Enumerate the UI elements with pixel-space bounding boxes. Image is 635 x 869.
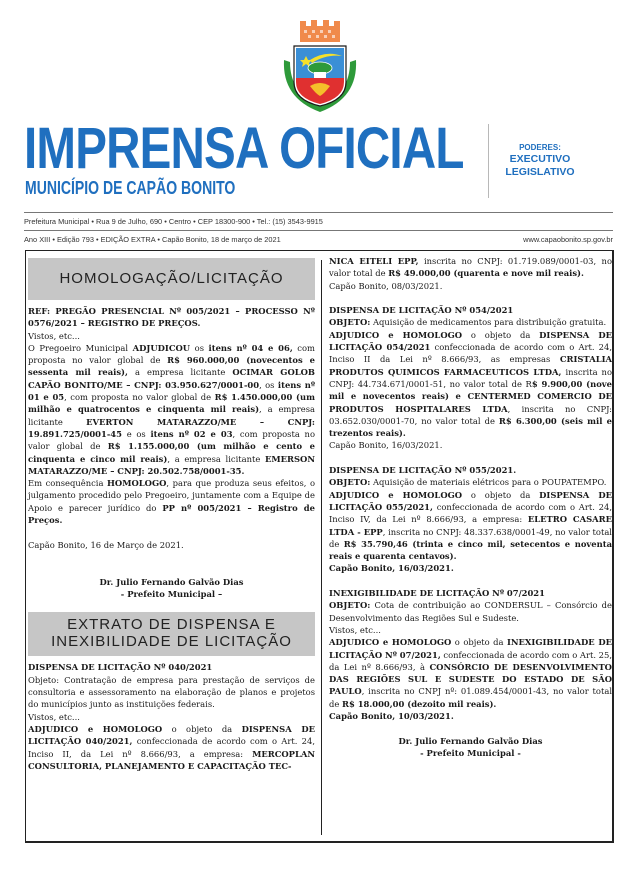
address-line: Prefeitura Municipal • Rua 9 de Julho, 690 • Centro • CEP 18300-900 • Tel.: (15) 3543-9915 <box>24 217 323 226</box>
ref-line: REF: PREGÃO PRESENCIAL Nº 005/2021 – PROCESSO Nº 0576/2021 – REGISTRO DE PREÇOS. <box>28 306 315 329</box>
inexigibilidade-07-objeto: OBJETO: Cota de contribuição ao CONDERSUL – Consórcio de Desenvolvimento das Regiões Sul e Sudeste. <box>329 600 612 623</box>
poderes-label: PODERES: <box>519 143 561 152</box>
dispensa-055-date: Capão Bonito, 16/03/2021. <box>329 563 454 574</box>
dispensa-054-title: DISPENSA DE LICITAÇÃO Nº 054/2021 <box>329 305 514 316</box>
dispensa-040-title: DISPENSA DE LICITAÇÃO Nº 040/2021 <box>28 662 213 673</box>
poder-legislativo: LEGISLATIVO <box>505 166 575 178</box>
dispensa-055-title: DISPENSA DE LICITAÇÃO Nº 055/2021. <box>329 465 517 476</box>
municipal-coat-of-arms-logo <box>276 20 364 120</box>
vistos-text: Vistos, etc... <box>28 330 80 341</box>
masthead-subtitle: MUNICÍPIO DE CAPÃO BONITO <box>25 178 236 198</box>
homologo-paragraph: Em consequência HOMOLOGO, para que produza seus efeitos, o julgamento procedido pelo Pregoeiro, juntamente com a Equipe de Apoio e parecer jurídico do PP nº 005/2021 – Registro de Preços. <box>28 478 316 526</box>
section-banner-extrato: EXTRATO DE DISPENSA E INEXIBILIDADE DE LICITAÇÃO <box>28 612 315 656</box>
poder-executivo: EXECUTIVO <box>509 153 571 165</box>
dispensa-040-objeto: Objeto: Contratação de empresa para prestação de serviços de consultoria e assessoramento na elaboração de planos e projetos do municípios junto as instituições federais. <box>28 674 315 710</box>
edition-line: Ano XIII • Edição 793 • EDIÇÃO EXTRA • Capão Bonito, 18 de março de 2021 <box>24 235 281 244</box>
dispensa-055-objeto: OBJETO: Aquisição de materiais elétricos para o POUPATEMPO. <box>329 477 607 488</box>
signature-role: - Prefeito Municipal – <box>120 588 223 599</box>
poderes-block <box>500 143 580 179</box>
dispensa-040-paragraph: ADJUDICO e HOMOLOGO o objeto da DISPENSA DE LICITAÇÃO 040/2021, confeccionada de acordo com o Art. 24, Inciso II, da Lei nº 8.666/93, a empresa: MERCOPLAN CONSULTORIA, PLANEJAMENTO E CAPACITAÇÃO TEC- <box>28 723 315 771</box>
column-divider <box>321 260 322 835</box>
inexigibilidade-07-title: INEXIGIBILIDADE DE LICITAÇÃO Nº 07/2021 <box>329 588 545 599</box>
left-column <box>28 255 315 772</box>
adjudicacao-paragraph: O Pregoeiro Municipal ADJUDICOU os itens nº 04 e 06, com proposta no valor global de R$ 960.000,00 (novecentos e sessenta mil reais), a empresa licitante OCIMAR GOLOB CAPÃO BONITO/ME – CNPJ: 03.950.627/0001-00, os itens nº 01 e 05, com proposta no valor global de R$ 1.450.000,00 (um milhão e quatrocentos e cinquenta mil reais), a empresa licitante EVERTON MATARAZZO/ME – CNPJ: 19.891.725/0001-45 e os itens nº 02 e 03, com proposta no valor global de R$ 1.155.000,00 (um milhão e cento e cinquenta e cinco mil reais), a empresa licitante EMERSON MATARAZZO/ME – CNPJ: 20.502.758/0001-35. <box>28 342 316 476</box>
dispensa-040-date: Capão Bonito, 08/03/2021. <box>329 280 443 291</box>
dispensa-040-vistos: Vistos, etc... <box>28 711 80 722</box>
website-link[interactable]: www.capaobonito.sp.gov.br <box>523 235 613 244</box>
section-banner-homologacao: HOMOLOGAÇÃO/LICITAÇÃO <box>28 258 315 300</box>
inexigibilidade-07-vistos: Vistos, etc... <box>329 624 381 635</box>
signature-name: Dr. Julio Fernando Galvão Dias <box>99 576 244 587</box>
header-rule-bottom <box>24 230 613 231</box>
masthead-divider <box>488 124 489 198</box>
header-rule-top <box>24 212 613 213</box>
right-column <box>329 255 612 759</box>
inexigibilidade-07-date: Capão Bonito, 10/03/2021. <box>329 710 454 721</box>
signature-role-right: - Prefeito Municipal - <box>420 747 521 758</box>
masthead-title: IMPRENSA OFICIAL <box>24 116 464 181</box>
date-line: Capão Bonito, 16 de Março de 2021. <box>28 539 184 550</box>
dispensa-055-paragraph: ADJUDICO e HOMOLOGO o objeto da DISPENSA DE LICITAÇÃO 055/2021, confeccionada de acordo com o Art. 24, Inciso IV, da Lei nº 8.666/93, a empresa: ELETRO CASARE LTDA - EPP, inscrita no CNPJ: 48.337.638/0001-49, no valor total de R$ 35.790,46 (trinta e cinco mil, setecentos e noventa reais e quarenta centavos). <box>329 489 612 562</box>
dispensa-054-objeto: OBJETO: Aquisição de medicamentos para distribuição gratuita. <box>329 317 607 328</box>
dispensa-054-paragraph: ADJUDICO e HOMOLOGO o objeto da DISPENSA DE LICITAÇÃO 054/2021 confeccionada de acordo com o Art. 24, Inciso II da Lei nº 8.666/93, as empresas CRISTALIA PRODUTOS QUIMICOS FARMACEUTICOS LTDA, inscrita no CNPJ: 44.734.671/0001-51, no valor total de R$ 9.900,00 (nove mil e novecentos reais) e CENTERMED COMERCIO DE PRODUTOS HOSPITALARES LTDA, inscrita no CNPJ: 03.652.030/0001-70, no valor total de R$ 6.300,00 (seis mil e trezentos reais). <box>329 329 612 439</box>
dispensa-040-continuation: NICA EITELI EPP, inscrita no CNPJ: 01.719.089/0001-03, no valor total de R$ 49.000,00 (quarenta e nove mil reais). <box>329 256 612 279</box>
signature-name-right: Dr. Julio Fernando Galvão Dias <box>398 735 543 746</box>
dispensa-054-date: Capão Bonito, 16/03/2021. <box>329 440 443 451</box>
inexigibilidade-07-paragraph: ADJUDICO e HOMOLOGO o objeto da INEXIGIBILIDADE DE LICITAÇÃO Nº 07/2021, confeccionada de acordo com o Art. 25, da Lei nº 8.666/93, à CONSÓRCIO DE DESENVOLVIMENTO DAS REGIÕES SUL E SUDESTE DO ESTADO DE SÃO PAULO, inscrita no CNPJ nº: 01.089.454/0001-43, no valor total de R$ 18.000,00 (dezoito mil reais). <box>329 637 612 709</box>
coat-of-arms-icon <box>276 20 364 120</box>
